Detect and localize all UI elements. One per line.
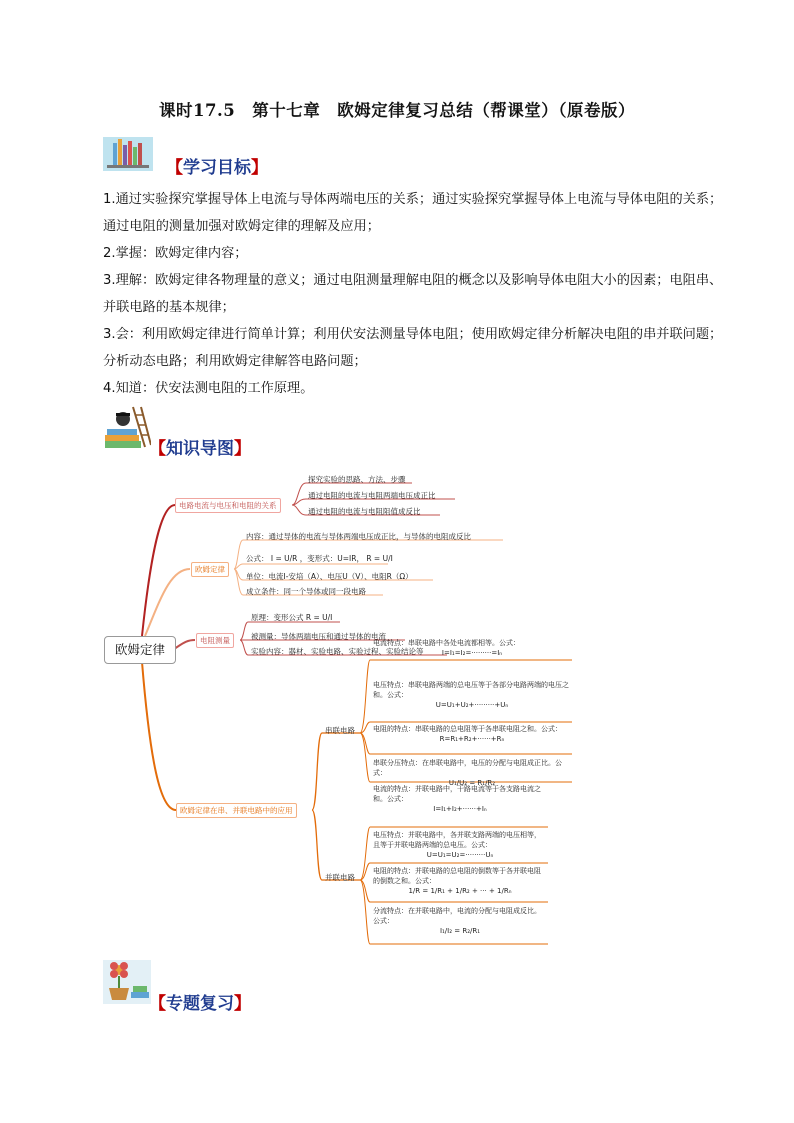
goal-item: 4.知道：伏安法测电阻的工作原理。 [103,381,314,396]
goal-item: 3.理解：欧姆定律各物理量的意义；通过电阻测量理解电阻的概念以及影响导体电阻大小的因素；电阻串、并联电路的基本规律； [103,273,723,315]
goal-item: 3.会：利用欧姆定律进行简单计算；利用伏安法测量导体电阻；使用欧姆定律分析解决电阻的串并联问题；分析动态电路；利用欧姆定律解答电路问题； [103,327,723,369]
ohms-law-condition: 成立条件：同一个导体或同一段电路 [246,587,366,596]
branch-relation: 电路电流与电压和电阻的关系 [175,498,281,513]
branch-item: 通过电阻的电流与电阻阻值成反比 [308,507,421,516]
series-circuit-label: 串联电路 [325,726,355,735]
branch-ohms-law: 欧姆定律 [191,562,229,577]
ohms-law-content: 内容：通过导体的电流与导体两端电压成正比，与导体的电阻成反比 [246,532,471,541]
goals-list [103,186,723,402]
goal-item: 2.掌握：欧姆定律内容； [103,246,248,261]
section-heading-review: 【专题复习】 [149,994,251,1014]
parallel-current: 电流的特点：并联电路中，干路电流等于各支路电流之和。公式： I=I₁+I₂+······+Iₙ [373,785,541,813]
parallel-voltage: 电压特点：并联电路中，各并联支路两端的电压相等，且等于并联电路两端的总电压。公式： U=U₁=U₂=·········Uₙ [373,831,541,859]
measure-principle: 原理：变形公式 R = U/I [251,613,333,622]
parallel-resistance: 电阻的特点：并联电路的总电阻的倒数等于各并联电阻的倒数之和。公式： 1/R = 1/R₁ + 1/R₂ + ··· + 1/Rₙ [373,867,541,895]
flower-pot-icon [103,958,151,1008]
series-current: 电流特点：串联电路中各处电流都相等。公式： I=I₁=I₂=·········=Iₙ [373,639,520,657]
branch-item: 探究实验的思路、方法、步骤 [308,475,406,484]
ladder-books-icon [103,405,151,455]
section-heading-goals: 【学习目标】 [166,158,268,178]
goal-item: 1.通过实验探究掌握导体上电流与导体两端电压的关系；通过实验探究掌握导体上电流与导体电阻的关系；通过电阻的测量加强对欧姆定律的理解及应用； [103,192,723,234]
mindmap-root: 欧姆定律 [104,636,176,664]
section-heading-map: 【知识导图】 [149,439,251,459]
measure-experiment: 实验内容：器材、实验电路、实验过程、实验结论等 [251,647,424,656]
ohms-law-formula: 公式： I = U/R ，变形式：U=IR， R = U/I [246,554,393,563]
measure-quantity: 被测量：导体两端电压和通过导体的电流 [251,632,386,641]
branch-measure: 电阻测量 [196,633,234,648]
branch-item: 通过电阻的电流与电阻两端电压成正比 [308,491,436,500]
ohms-law-unit: 单位：电流I-安培（A）、电压U（V）、电阻R（Ω） [246,572,413,581]
parallel-divider: 分流特点：在并联电路中，电流的分配与电阻成反比。公式： I₁/I₂ = R₂/R₁ [373,907,541,935]
branch-application: 欧姆定律在串、并联电路中的应用 [176,803,297,818]
parallel-circuit-label: 并联电路 [325,873,355,882]
books-icon [103,131,153,175]
knowledge-mindmap [0,470,794,950]
page-title: 课时17.5 第十七章 欧姆定律复习总结（帮课堂）（原卷版） [159,101,635,120]
series-voltage: 电压特点：串联电路两端的总电压等于各部分电路两端的电压之和。公式： U=U₁+U₂+·········+Uₙ [373,681,569,709]
series-divider: 串联分压特点：在串联电路中，电压的分配与电阻成正比。公式： U₁/U₂ = R₁/R₂ [373,759,562,787]
series-resistance: 电阻的特点：串联电路的总电阻等于各串联电阻之和。公式： R=R₁+R₂+······+Rₙ [373,725,562,743]
